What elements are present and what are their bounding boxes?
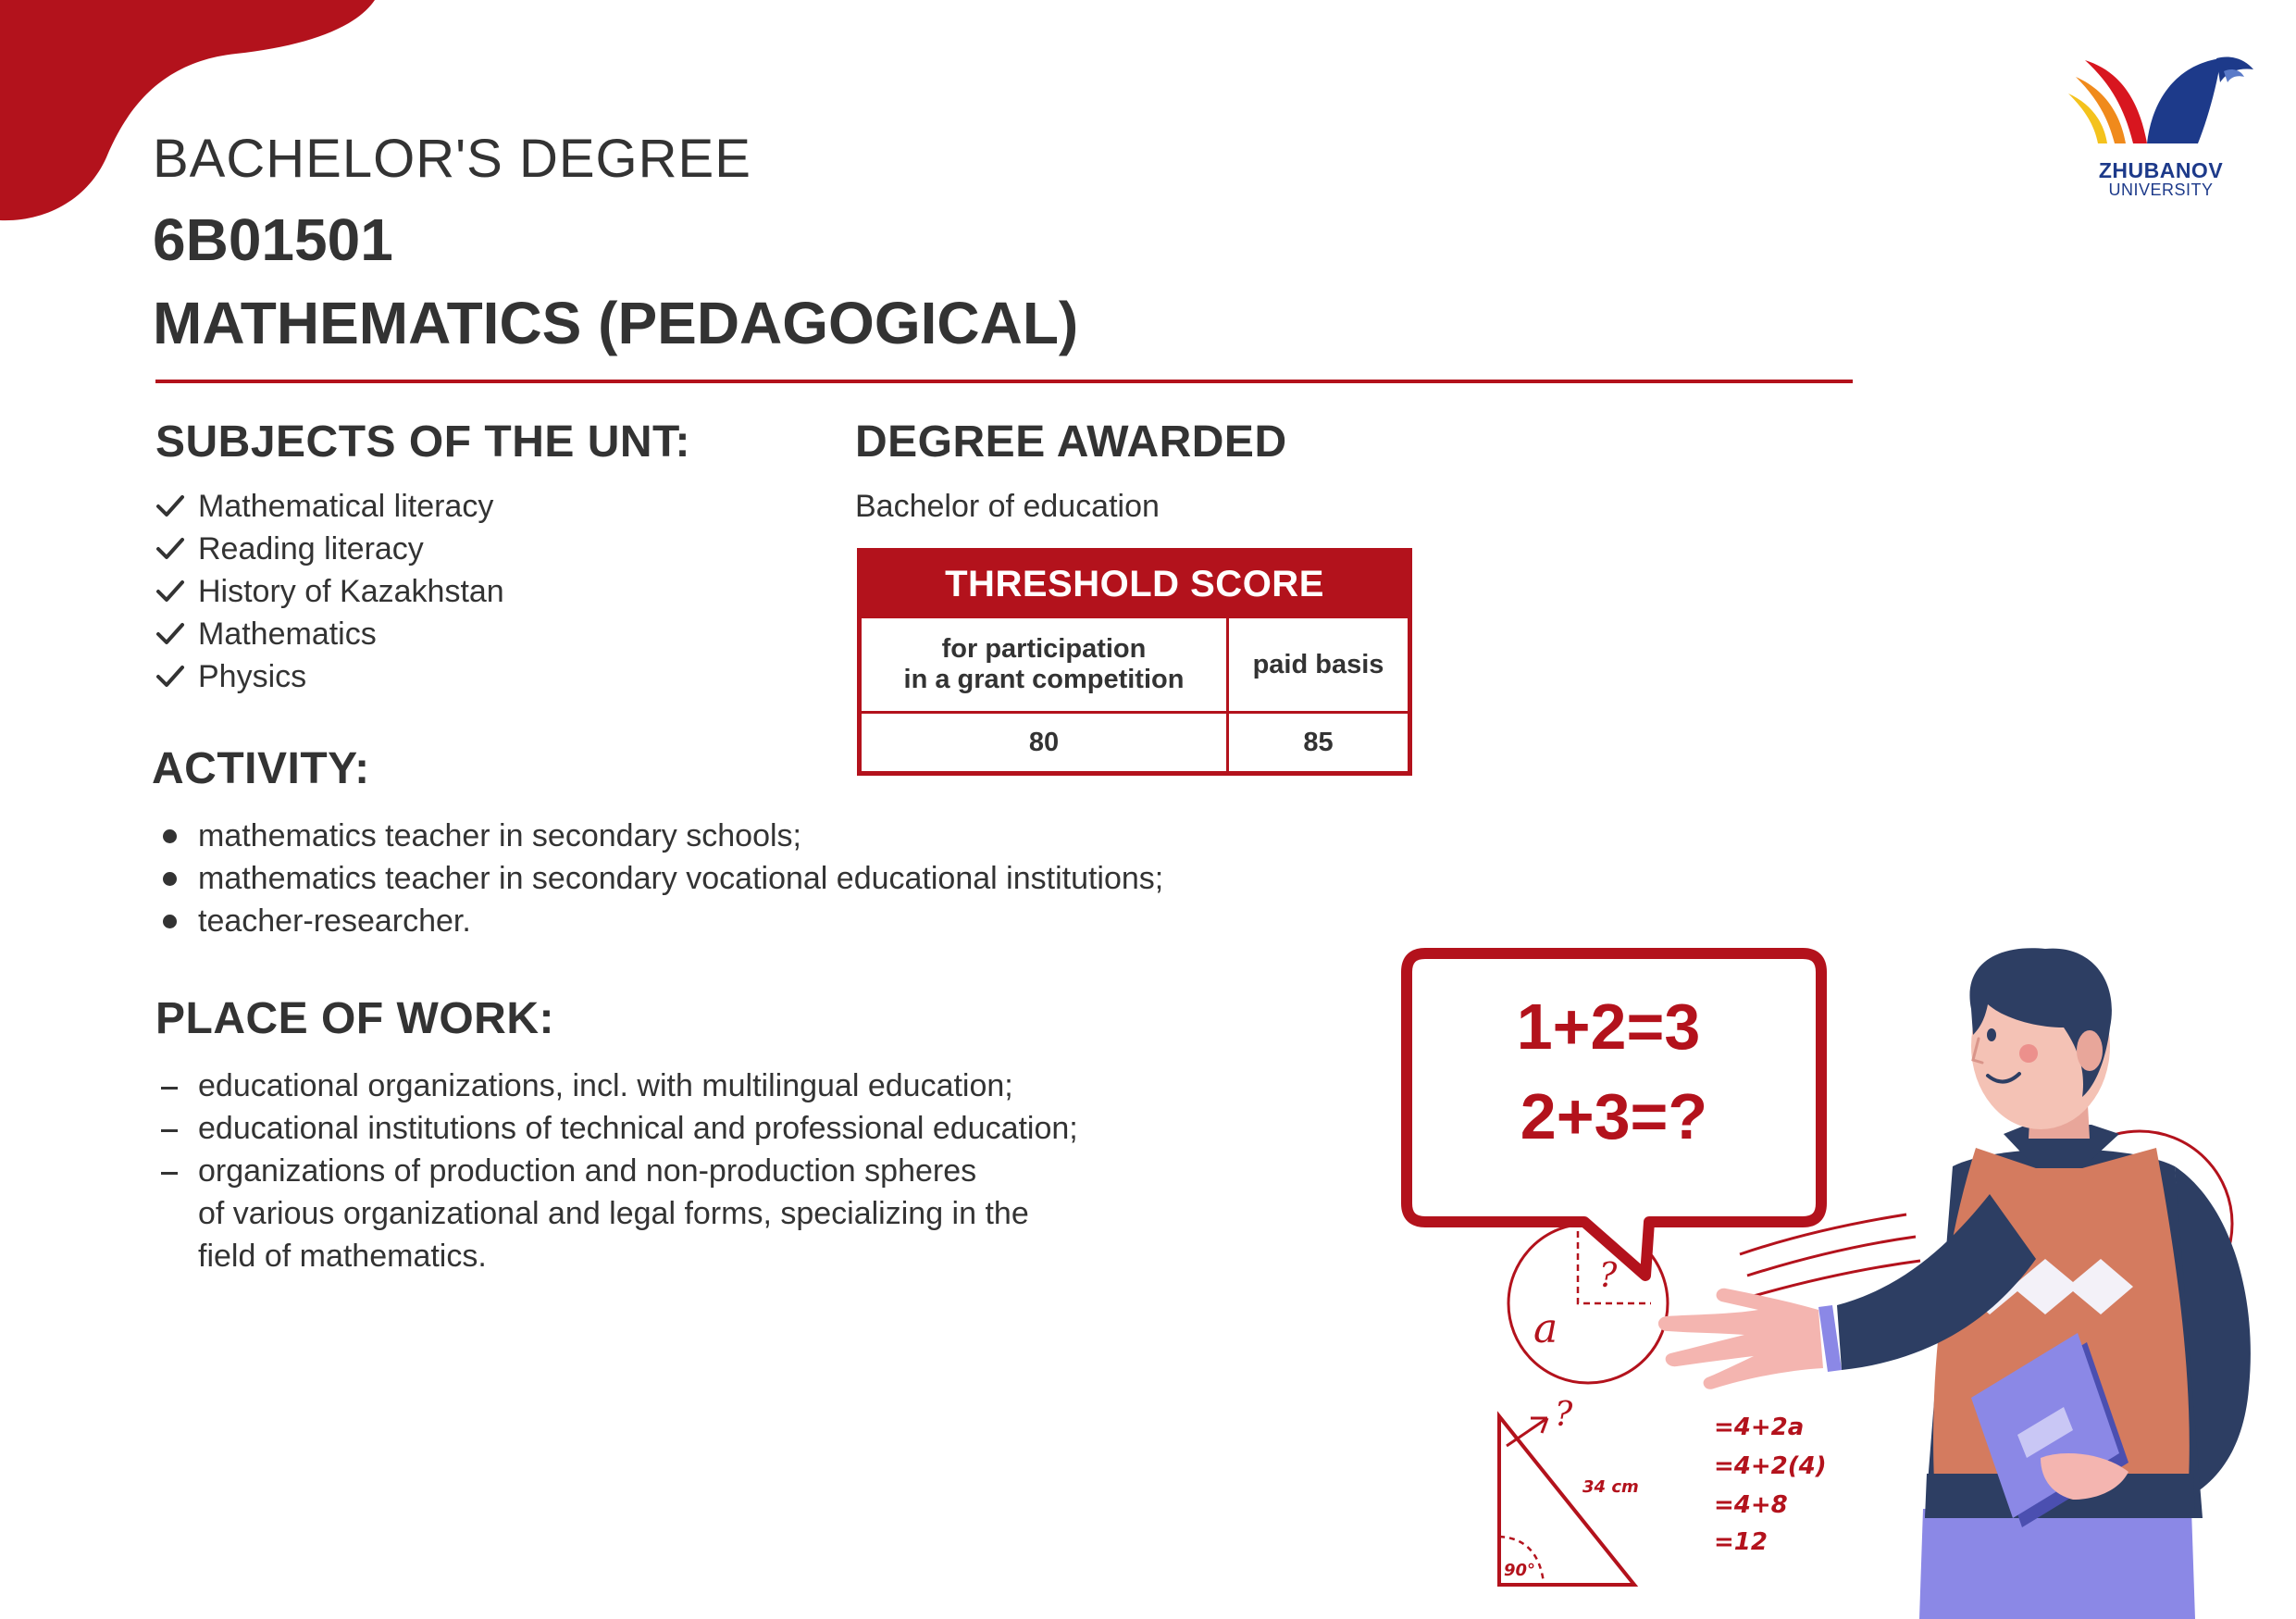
place-label: of various organizational and legal forms, specializing in the — [198, 1196, 1029, 1231]
list-item — [155, 655, 504, 698]
activity-label: mathematics teacher in secondary schools; — [198, 818, 801, 853]
dash-icon — [161, 1129, 178, 1132]
logo-emblem-icon — [2059, 51, 2263, 157]
check-icon — [155, 665, 185, 689]
place-label: organizations of production and non-production spheres — [198, 1153, 977, 1189]
subjects-list — [155, 485, 504, 698]
activity-label: mathematics teacher in secondary vocational educational institutions; — [198, 861, 1164, 896]
logo-name-line2: UNIVERSITY — [2108, 181, 2214, 199]
subject-label: Mathematical literacy — [198, 489, 494, 524]
place-label: educational institutions of technical and professional education; — [198, 1111, 1078, 1146]
side-length-label: 34 cm — [1582, 1477, 1639, 1497]
paid-column-header: paid basis — [1228, 617, 1410, 713]
degree-level: BACHELOR'S DEGREE — [153, 129, 751, 189]
list-item — [159, 815, 1163, 857]
subject-label: History of Kazakhstan — [198, 574, 504, 609]
grant-column-header — [860, 617, 1228, 713]
place-of-work-heading: PLACE OF WORK: — [155, 994, 554, 1043]
check-icon — [155, 537, 185, 561]
place-of-work-list — [159, 1065, 1078, 1277]
bubble-equation-2: 2+3=? — [1520, 1080, 1708, 1152]
grant-header-line1: for participation — [941, 634, 1147, 664]
place-label: educational organizations, incl. with multilingual education; — [198, 1068, 1013, 1103]
list-item-continuation — [159, 1235, 1078, 1277]
equation-step-3: =4+8 — [1714, 1491, 1788, 1519]
list-item — [159, 1107, 1078, 1150]
variable-a: a — [1533, 1305, 1558, 1352]
bullet-icon — [163, 829, 177, 843]
bullet-icon — [163, 915, 177, 928]
equation-step-4: =12 — [1714, 1528, 1768, 1556]
list-item — [155, 528, 504, 570]
logo-name-line1: ZHUBANOV — [2098, 158, 2224, 182]
subject-label: Physics — [198, 659, 307, 694]
question-mark-2: ? — [1555, 1396, 1573, 1434]
list-item — [155, 613, 504, 655]
grant-header-line2: in a grant competition — [903, 665, 1185, 694]
program-code: 6B01501 — [153, 206, 393, 273]
equation-step-1: =4+2a — [1714, 1414, 1805, 1441]
place-label: field of mathematics. — [198, 1239, 487, 1274]
dash-icon — [161, 1172, 178, 1175]
dash-icon — [161, 1087, 178, 1090]
list-item-continuation — [159, 1192, 1078, 1235]
university-logo — [2059, 51, 2263, 204]
check-icon — [155, 622, 185, 646]
teacher-illustration — [1388, 935, 2295, 1619]
corner-decoration — [0, 0, 389, 227]
angle-label: 90° — [1504, 1561, 1536, 1580]
degree-heading: DEGREE AWARDED — [855, 417, 1287, 467]
degree-value: Bachelor of education — [855, 489, 1160, 524]
activity-list — [159, 815, 1163, 942]
grant-score: 80 — [860, 713, 1228, 774]
triangle-shape — [1499, 1416, 1634, 1585]
title-divider — [155, 380, 1853, 383]
list-item — [159, 900, 1163, 942]
list-item — [155, 570, 504, 613]
subject-label: Mathematics — [198, 616, 377, 652]
check-icon — [155, 494, 185, 518]
subject-label: Reading literacy — [198, 531, 424, 567]
program-title: MATHEMATICS (PEDAGOGICAL) — [153, 290, 1079, 356]
bubble-equation-1: 1+2=3 — [1516, 990, 1701, 1063]
subjects-heading: SUBJECTS OF THE UNT: — [155, 417, 691, 467]
list-item — [155, 485, 504, 528]
list-item — [159, 1150, 1078, 1192]
equation-step-2: =4+2(4) — [1714, 1452, 1827, 1480]
threshold-title: THRESHOLD SCORE — [860, 551, 1410, 617]
list-item — [159, 857, 1163, 900]
paid-score: 85 — [1228, 713, 1410, 774]
question-mark: ? — [1599, 1257, 1618, 1295]
check-icon — [155, 579, 185, 604]
activity-label: teacher-researcher. — [198, 903, 471, 939]
activity-heading: ACTIVITY: — [152, 744, 370, 793]
threshold-score-table — [857, 548, 1412, 776]
bullet-icon — [163, 872, 177, 886]
list-item — [159, 1065, 1078, 1107]
